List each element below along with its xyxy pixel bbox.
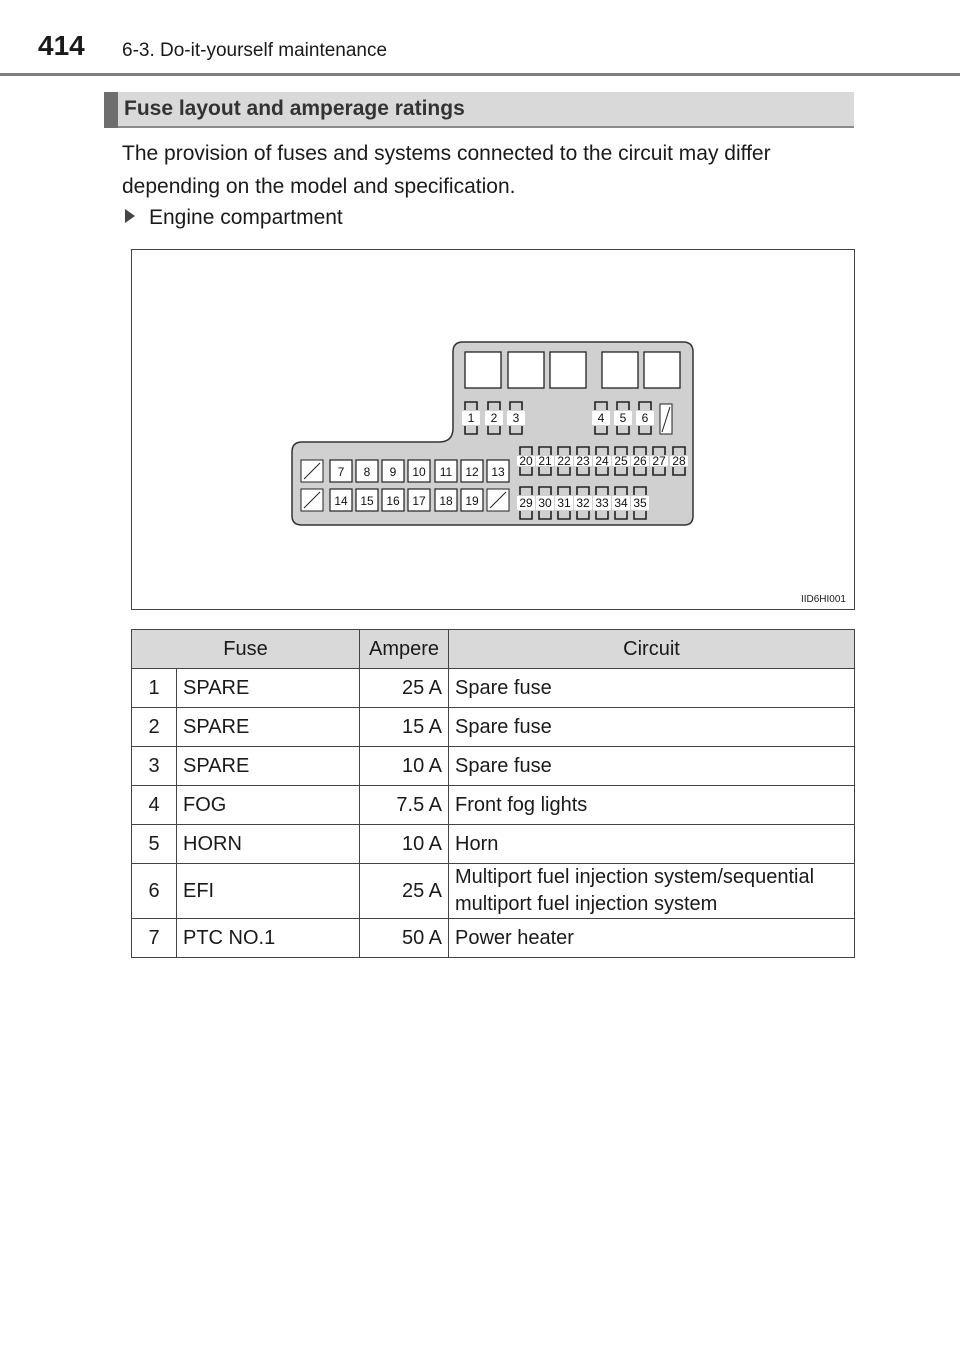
header-fuse: Fuse <box>132 630 360 669</box>
header-circuit: Circuit <box>449 630 855 669</box>
relay-block <box>602 352 638 388</box>
heading-text: Fuse layout and amperage ratings <box>124 97 465 120</box>
fuse-name: SPARE <box>177 708 360 747</box>
heading-accent <box>104 92 118 128</box>
relay-block <box>550 352 586 388</box>
table-header-row <box>132 630 855 669</box>
fuse-number-label: 8 <box>363 465 371 479</box>
fuse-table <box>131 629 855 958</box>
fuse-ampere: 15 A <box>360 708 449 747</box>
header-divider <box>0 73 960 76</box>
relay-block <box>465 352 501 388</box>
fuse-name: FOG <box>177 786 360 825</box>
fuse-number-label: 25 <box>614 454 628 468</box>
fuse-name: EFI <box>177 864 360 919</box>
bullet-item <box>125 206 343 230</box>
fuse-ampere: 50 A <box>360 919 449 958</box>
fuse-number-label: 9 <box>389 465 397 479</box>
section-heading <box>104 92 854 128</box>
fuse-circuit: Spare fuse <box>449 708 855 747</box>
fuse-name: SPARE <box>177 669 360 708</box>
fuse-number-label: 29 <box>519 496 533 510</box>
fuse-ampere: 10 A <box>360 747 449 786</box>
fuse-number-label: 2 <box>490 411 498 425</box>
bullet-text: Engine compartment <box>149 206 343 229</box>
fuse-number-label: 23 <box>576 454 590 468</box>
fuse-circuit: Power heater <box>449 919 855 958</box>
fuse-number-label: 1 <box>467 411 475 425</box>
relay-block <box>644 352 680 388</box>
fuse-name: PTC NO.1 <box>177 919 360 958</box>
fuse-number-label: 16 <box>386 494 400 508</box>
fuse-number: 7 <box>132 919 177 958</box>
fuse-circuit: Spare fuse <box>449 669 855 708</box>
fuse-ampere: 10 A <box>360 825 449 864</box>
fuse-number-label: 12 <box>465 465 479 479</box>
fuse-number-label: 34 <box>614 496 628 510</box>
fuse-ampere: 25 A <box>360 864 449 919</box>
fuse-number-label: 35 <box>633 496 647 510</box>
figure-code: IID6HI001 <box>800 594 846 605</box>
fuse-number: 4 <box>132 786 177 825</box>
table-row <box>132 825 855 864</box>
fuse-number-label: 7 <box>337 465 345 479</box>
fuse-box-diagram <box>131 249 855 610</box>
fuse-circuit: Multiport fuel injection system/sequential multiport fuel injection system <box>449 864 855 919</box>
fuse-circuit: Horn <box>449 825 855 864</box>
fuse-circuit: Spare fuse <box>449 747 855 786</box>
fuse-number-label: 20 <box>519 454 533 468</box>
fuse-number-label: 17 <box>412 494 426 508</box>
fuse-number-label: 26 <box>633 454 647 468</box>
section-title: 6-3. Do-it-yourself maintenance <box>122 40 388 61</box>
fuse-number: 2 <box>132 708 177 747</box>
table-row <box>132 708 855 747</box>
fuse-circuit: Front fog lights <box>449 786 855 825</box>
table-row <box>132 747 855 786</box>
fuse-name: SPARE <box>177 747 360 786</box>
relay-block <box>508 352 544 388</box>
fuse-number-label: 5 <box>619 411 627 425</box>
intro-paragraph: The provision of fuses and systems connected to the circuit may differ depending on the model and specification. <box>122 142 771 198</box>
fuse-number-label: 19 <box>465 494 479 508</box>
table-row <box>132 786 855 825</box>
fuse-name: HORN <box>177 825 360 864</box>
fuse-ampere: 7.5 A <box>360 786 449 825</box>
table-row <box>132 864 855 919</box>
fuse-number-label: 31 <box>557 496 571 510</box>
fuse-number-label: 18 <box>439 494 453 508</box>
bullet-arrow-icon <box>125 209 135 223</box>
fuse-number-label: 3 <box>512 411 520 425</box>
table-row <box>132 669 855 708</box>
fuse-number-label: 11 <box>439 465 453 479</box>
fuse-number-label: 32 <box>576 496 590 510</box>
table-row <box>132 919 855 958</box>
fuse-ampere: 25 A <box>360 669 449 708</box>
fuse-number-label: 27 <box>652 454 666 468</box>
fuse-number: 6 <box>132 864 177 919</box>
fuse-number: 1 <box>132 669 177 708</box>
fuse-number-label: 10 <box>412 465 426 479</box>
fuse-number-label: 6 <box>641 411 649 425</box>
header-ampere: Ampere <box>360 630 449 669</box>
fuse-number-label: 15 <box>360 494 374 508</box>
fuse-number-label: 4 <box>597 411 605 425</box>
fuse-number: 5 <box>132 825 177 864</box>
fuse-number-label: 24 <box>595 454 609 468</box>
fuse-number-label: 21 <box>538 454 552 468</box>
fuse-number: 3 <box>132 747 177 786</box>
fuse-number-label: 14 <box>334 494 348 508</box>
page-number: 414 <box>38 30 85 61</box>
fuse-number-label: 30 <box>538 496 552 510</box>
fuse-number-label: 33 <box>595 496 609 510</box>
fuse-number-label: 22 <box>557 454 571 468</box>
fuse-number-label: 13 <box>491 465 505 479</box>
fuse-number-label: 28 <box>672 454 686 468</box>
fuse-box-drawing <box>132 250 854 609</box>
